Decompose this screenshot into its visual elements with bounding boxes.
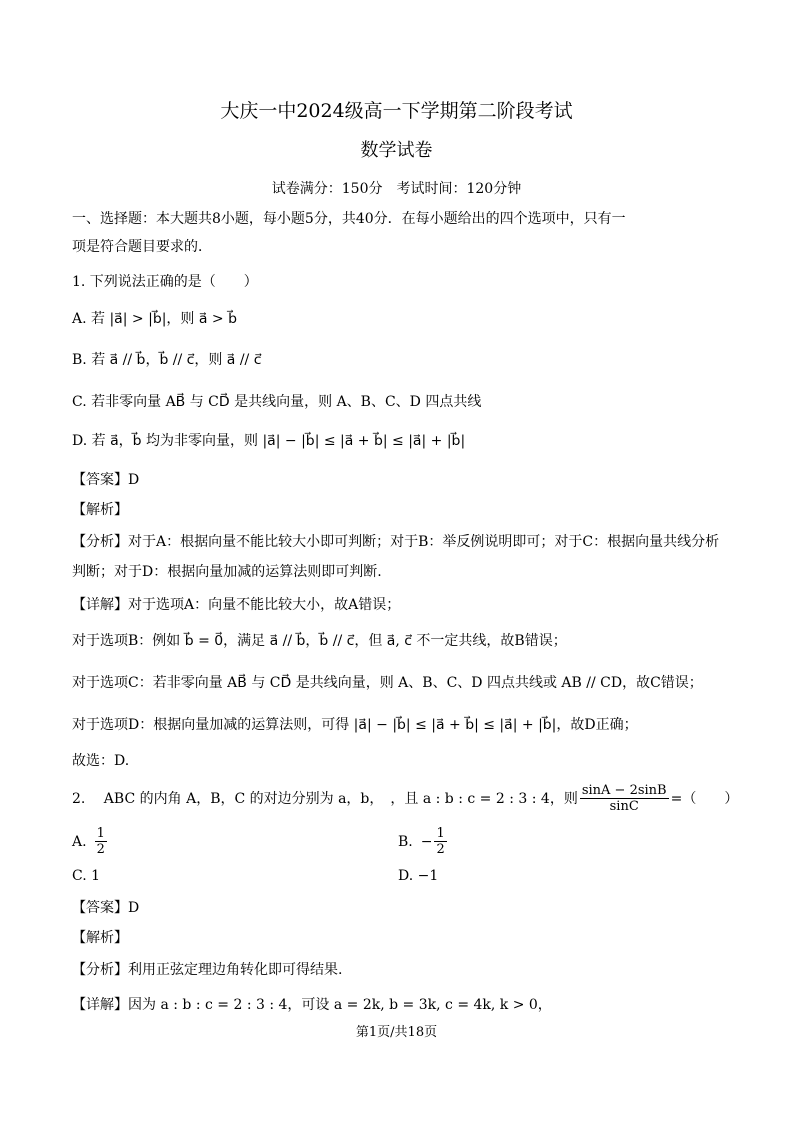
q2-fraction xyxy=(580,783,669,814)
subject-title: 数学试卷 xyxy=(360,140,433,161)
q2-option-a xyxy=(72,826,109,857)
q1-answer: 【答案】D xyxy=(72,472,140,488)
q2-stem-tail: =（ ） xyxy=(670,790,739,807)
q2-option-b-label: B. xyxy=(398,833,413,850)
q2-fraction-numerator: sinA − 2sinB xyxy=(581,783,667,798)
q2-option-b-fraction xyxy=(434,826,446,857)
q2-option-a-numerator: 1 xyxy=(96,826,105,841)
q2-option-a-fraction xyxy=(95,826,107,857)
q1-conclusion: 故选：D. xyxy=(72,753,130,769)
q2-option-b-sign: − xyxy=(420,833,433,850)
q2-analysis-heading: 【解析】 xyxy=(72,930,128,946)
q1-analysis-line1: 【分析】对于A：根据向量不能比较大小即可判断；对于B：举反例说明即可；对于C：根据向量共线分析 xyxy=(72,534,720,550)
q1-option-d: D. 若 a⃗，b⃗ 均为非零向量，则 |a⃗| − |b⃗| ≤ |a⃗ + b⃗| ≤ |a⃗| + |b⃗| xyxy=(72,433,466,449)
q2-option-b-denominator: 2 xyxy=(436,842,445,857)
q1-detail-line1: 【详解】对于选项A：向量不能比较大小，故A错误； xyxy=(72,597,401,613)
q2-option-b-numerator: 1 xyxy=(436,826,445,841)
q1-detail-line4: 对于选项D：根据向量加减的运算法则，可得 |a⃗| − |b⃗| ≤ |a⃗ + b⃗| ≤ |a⃗| + |b⃗|，故D正确； xyxy=(72,717,638,733)
exam-meta: 试卷满分：150分 考试时间：120分钟 xyxy=(271,181,522,197)
q1-stem: 1. 下列说法正确的是（ ） xyxy=(72,274,258,290)
section-instructions-line1: 一、选择题：本大题共8小题，每小题5分，共40分．在每小题给出的四个选项中，只有一 xyxy=(72,211,626,227)
q2-fraction-denominator: sinC xyxy=(609,799,639,814)
q2-option-a-label: A. xyxy=(72,833,87,850)
q1-analysis-line2: 判断；对于D：根据向量加减的运算法则即可判断. xyxy=(72,564,382,580)
q1-option-c: C. 若非零向量 AB⃗ 与 CD⃗ 是共线向量，则 A、B、C、D 四点共线 xyxy=(72,394,482,410)
q2-stem-text: 2. ABC 的内角 A，B，C 的对边分别为 a，b， ，且 a : b : c = 2 : 3 : 4，则 xyxy=(72,790,578,807)
q2-answer: 【答案】D xyxy=(72,900,140,916)
q1-detail-line2: 对于选项B：例如 b⃗ = 0⃗，满足 a⃗ // b⃗，b⃗ // c⃗，但 a⃗, c⃗ 不一定共线，故B错误； xyxy=(72,633,567,649)
q2-option-a-denominator: 2 xyxy=(96,842,105,857)
q2-option-d: D. −1 xyxy=(398,868,439,884)
q2-analysis: 【分析】利用正弦定理边角转化即可得结果. xyxy=(72,962,343,978)
section-instructions-line2: 项是符合题目要求的． xyxy=(72,239,212,255)
page-footer: 第1页/共18页 xyxy=(355,1025,438,1040)
exam-title: 大庆一中2024级高一下学期第二阶段考试 xyxy=(220,100,573,122)
q2-stem xyxy=(72,783,738,814)
q1-analysis-heading: 【解析】 xyxy=(72,502,128,518)
q2-detail: 【详解】因为 a : b : c = 2 : 3 : 4，可设 a = 2k, b = 3k, c = 4k, k > 0， xyxy=(72,997,552,1013)
q1-detail-line3: 对于选项C：若非零向量 AB⃗ 与 CD⃗ 是共线向量，则 A、B、C、D 四点共线或 AB // CD，故C错误； xyxy=(72,675,703,691)
q2-option-c: C. 1 xyxy=(72,868,101,884)
q1-option-a: A. 若 |a⃗| > |b⃗|，则 a⃗ > b⃗ xyxy=(72,311,237,327)
q2-option-b xyxy=(398,826,449,857)
q1-option-b: B. 若 a⃗ // b⃗，b⃗ // c⃗，则 a⃗ // c⃗ xyxy=(72,352,262,368)
